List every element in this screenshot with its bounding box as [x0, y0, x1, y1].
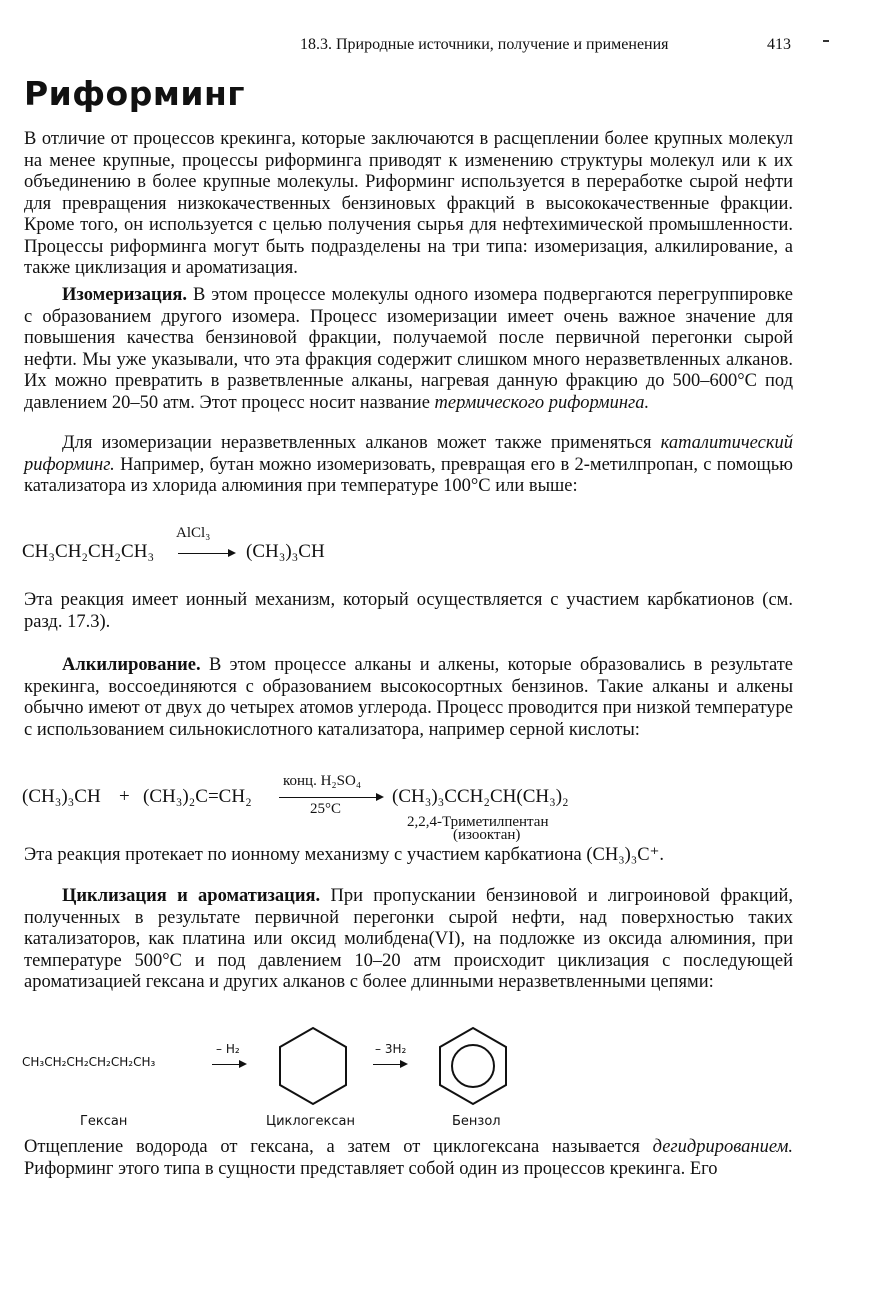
label-benzene: Бензол [452, 1114, 501, 1129]
eq2-reactant-2: (CH₃)₂C=CH₂ [143, 786, 252, 807]
step1-label: – H₂ [216, 1042, 240, 1056]
margin-mark [823, 40, 829, 42]
eq2-plus: + [119, 786, 130, 807]
step2-arrow [373, 1064, 406, 1065]
eq1-product: (CH₃)₃CH [246, 541, 325, 562]
step1-arrow [212, 1064, 245, 1065]
thermal-reforming-term: термического риформинга. [434, 392, 650, 413]
eq2-reactant-1: (CH₃)₃CH [22, 786, 101, 807]
alkylation-paragraph [24, 655, 793, 741]
benzene-ring [436, 1025, 510, 1107]
alkylation-heading: Алкилирование. [62, 655, 201, 675]
cyclization-text: При пропускании бензиновой и лигроиновой фракций, полученных в результате первичной перегонки сырой нефти, над поверхностью таких катализаторов, как платина или оксид молибдена(VI), на подложке из оксида алюминия, при температуре 500°С и под давлением 10–20 атм происходит циклизация с последующей ароматизацией гексана и других алканов с более длинными неразветвленными цепями: [24, 886, 794, 992]
cyclohexane-ring [276, 1025, 350, 1107]
eq1-reactant: CH₃CH₂CH₂CH₃ [22, 541, 155, 562]
eq2-product-alias: (изооктан) [453, 827, 521, 843]
eq2-arrow [279, 797, 382, 798]
hexane-formula: CH₃CH₂CH₂CH₂CH₂CH₃ [22, 1055, 156, 1069]
cyclization-heading: Циклизация и ароматизация. [62, 886, 321, 906]
isomerization-paragraph [24, 285, 793, 414]
catalytic-term: каталитический риформинг. [24, 433, 793, 475]
eq2-product: (CH₃)₃CCH₂CH(CH₃)₂ [392, 786, 569, 807]
eq1-catalyst: AlCl₃ [176, 525, 211, 541]
running-header [300, 36, 840, 54]
page-number: 413 [767, 36, 791, 53]
eq1-arrow [178, 553, 234, 554]
section-title: 18.3. Природные источники, получение и применения [300, 36, 669, 53]
eq2-below-arrow: 25°C [310, 801, 342, 817]
intro-paragraph: В отличие от процессов крекинга, которые заключаются в расщеплении более крупных молекул на менее крупные, процессы риформинга приводят к изменению структуры молекул или к их объединению в более крупные молекулы. Риформинг используется в переработке сырой нефти для превращения низкокачественных бензиновых фракций в высококачественные фракции. Кроме того, он используется с целью получения сырья для нефтехимической промышленности. Процессы риформинга могут быть подразделены на три типа: изомеризация, алкилирование, а также циклизация и ароматизация. [24, 129, 793, 278]
dehydrogenation-text-b: Риформинг этого типа в сущности представляет собой один из процессов крекинга. Его [24, 1158, 718, 1179]
catalytic-paragraph [24, 433, 793, 498]
page-title: Риформинг [24, 74, 245, 113]
label-cyclohexane: Циклогексан [266, 1114, 355, 1129]
isomerization-text: В этом процессе молекулы одного изомера подвергаются перегруппировке с образованием другого изомера. Процесс изомеризации имеет очень важное значение для повышения качества бензиновой фракции, получаемой после первичной перегонки сырой нефти. Мы уже указывали, что эта фракция содержит слишком много неразветвленных алканов. Их можно превратить в разветвленные алканы, нагревая данную фракцию до 500–600°С под давлением 20–50 атм. Этот процесс носит название [24, 285, 793, 413]
dehydrogenation-text-a: Отщепление водорода от гексана, а затем от циклогексана называется [24, 1137, 640, 1157]
step2-label: – 3H₂ [375, 1042, 407, 1056]
cyclization-paragraph [24, 886, 793, 994]
carbcation-paragraph: Эта реакция протекает по ионному механизму с участием карбкатиона (CH₃)₃C⁺. [24, 845, 664, 865]
ionic-paragraph: Эта реакция имеет ионный механизм, который осуществляется с участием карбкатионов (см. разд. 17.3). [24, 590, 793, 632]
eq2-above-arrow: конц. H₂SO₄ [283, 773, 362, 789]
isomerization-heading: Изомеризация. [62, 285, 188, 305]
alkylation-text: В этом процессе алканы и алкены, которые образовались в результате крекинга, воссоединяются с образованием высокосортных бензинов. Такие алканы и алкены обычно имеют от двух до четырех атомов углерода. Процесс проводится при низкой температуре с использованием сильнокислотного катализатора, например серной кислоты: [24, 655, 794, 740]
eq2-product-name: 2,2,4-Триметилпентан [407, 814, 549, 830]
catalytic-text-a: Для изомеризации неразветвленных алканов может также применяться [62, 433, 652, 453]
label-hexane: Гексан [80, 1114, 128, 1129]
catalytic-text-b: Например, бутан можно изомеризовать, превращая его в 2-метилпропан, с помощью катализатора из хлорида алюминия при температуре 100°С или выше: [24, 454, 793, 496]
dehydrogenation-paragraph [24, 1137, 793, 1180]
dehydrogenation-term: дегидрированием. [652, 1137, 793, 1157]
